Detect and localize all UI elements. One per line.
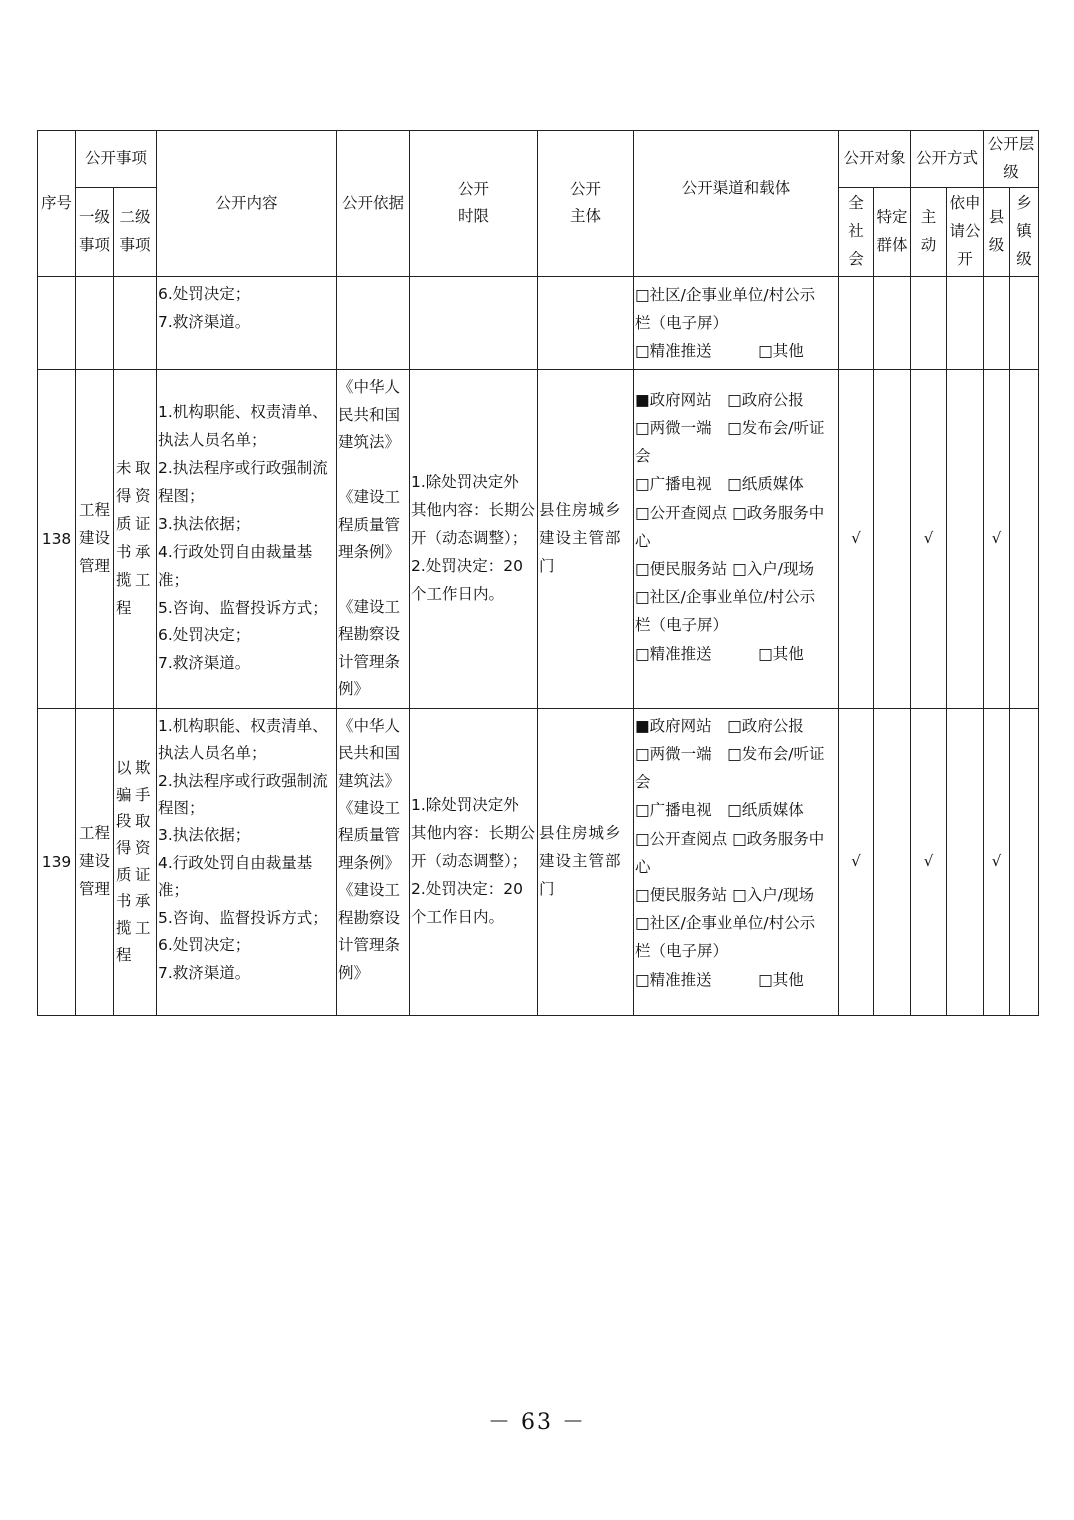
level2-char: 程 — [116, 945, 132, 964]
content-line: 1.机构职能、权责清单、 — [158, 403, 328, 422]
header-level2 — [114, 187, 157, 276]
time-limit-line: 2.处罚决定：20 — [411, 879, 524, 898]
row-level2 — [114, 708, 157, 1015]
level2-char: 得 — [116, 839, 132, 858]
table-row — [38, 369, 1039, 708]
header-channel: 公开渠道和载体 — [634, 131, 839, 277]
content-line: 3.执法依据； — [158, 514, 251, 533]
row-level1-line: 管理 — [78, 556, 110, 575]
level2-char: 承 — [135, 892, 151, 911]
continuation-basis — [337, 276, 410, 369]
header-target-all-line: 社 — [848, 221, 864, 240]
continuation-target-all — [839, 276, 874, 369]
channel-line: □精准推送 □其他 — [635, 342, 804, 361]
level2-char: 工 — [135, 570, 151, 589]
disclosure-table — [37, 130, 1039, 1016]
header-method-active — [911, 187, 947, 276]
channel-line: □两微一端 □发布会/听证 — [635, 744, 825, 763]
header-level1 — [76, 187, 114, 276]
row-basis — [337, 369, 410, 708]
basis-line: 理条例》 — [338, 853, 401, 872]
time-limit-line: 开（动态调整）； — [411, 528, 528, 547]
header-target-specific — [874, 187, 911, 276]
header-level-county-line: 级 — [988, 235, 1005, 254]
channel-line: □广播电视 □纸质媒体 — [635, 475, 804, 494]
basis-line: 民共和国 — [338, 744, 401, 763]
header-level-county-line: 县 — [988, 207, 1005, 226]
row-level2-columns — [115, 455, 155, 622]
content-line: 5.咨询、监督投诉方式； — [158, 598, 328, 617]
channel-line: □广播电视 □纸质媒体 — [635, 801, 804, 820]
content-line: 执法人员名单； — [158, 431, 267, 450]
table-row — [38, 708, 1039, 1015]
basis-line: 民共和国 — [338, 405, 401, 424]
level2-char: 书 — [116, 542, 132, 561]
basis-line: 理条例》 — [338, 542, 401, 561]
subject-line: 县住房城乡 — [539, 500, 622, 519]
row-level2-right — [135, 455, 154, 594]
content-line: 7.救济渠道。 — [158, 312, 251, 331]
row-content — [157, 369, 337, 708]
level2-char: 以 — [116, 759, 132, 778]
row-level-town — [1010, 708, 1039, 1015]
header-level-town-line: 镇 — [1016, 221, 1032, 240]
basis-line: 程质量管 — [338, 826, 401, 845]
continuation-target-specific — [874, 276, 911, 369]
time-limit-line: 其他内容：长期公 — [411, 500, 536, 519]
basis-line: 程质量管 — [338, 515, 401, 534]
basis-line: 《中华人 — [338, 378, 401, 397]
continuation-content — [157, 276, 337, 369]
content-line: 准； — [158, 570, 190, 589]
header-method-apply-line: 请公 — [949, 221, 981, 240]
header-method-apply-line: 开 — [957, 249, 973, 268]
header-target-group: 公开对象 — [839, 131, 911, 188]
header-subject-line: 公开 — [570, 179, 602, 198]
continuation-level-county — [984, 276, 1010, 369]
row-level1-line: 管理 — [78, 879, 110, 898]
header-seq: 序号 — [38, 131, 76, 277]
row-level1-line: 建设 — [78, 528, 110, 547]
channel-line: ■政府网站 □政府公报 — [635, 390, 804, 409]
header-method-group: 公开方式 — [911, 131, 984, 188]
row-level1-line: 工程 — [78, 500, 110, 519]
channel-line: 栏（电子屏） — [635, 942, 729, 961]
header-time-limit-line: 时限 — [458, 207, 490, 226]
header-target-specific-line: 群体 — [876, 235, 908, 254]
row-level2-right — [135, 755, 154, 942]
content-line: 6.处罚决定； — [158, 626, 251, 645]
channel-line: □精准推送 □其他 — [635, 970, 804, 989]
channel-line: 心 — [635, 857, 651, 876]
row-level-town — [1010, 369, 1039, 708]
header-target-all-line: 全 — [848, 193, 864, 212]
subject-line: 建设主管部 — [539, 528, 622, 547]
level2-char: 得 — [116, 487, 132, 505]
header-level-town-line: 级 — [1016, 249, 1032, 268]
header-method-apply — [947, 187, 984, 276]
level2-char: 揽 — [116, 919, 132, 938]
row-basis — [337, 708, 410, 1015]
row-level1-line: 工程 — [78, 823, 110, 842]
level2-char: 质 — [116, 865, 132, 884]
header-time-limit-line: 公开 — [458, 179, 490, 198]
channel-line: 会 — [635, 773, 651, 792]
content-line: 5.咨询、监督投诉方式； — [158, 908, 328, 927]
row-seq: 139 — [38, 708, 76, 1015]
subject-line: 建设主管部 — [539, 851, 622, 870]
header-method-active-line: 动 — [920, 235, 937, 254]
row-target-specific — [874, 369, 911, 708]
content-line: 1.机构职能、权责清单、 — [158, 716, 328, 735]
row-channels — [634, 369, 839, 708]
level2-char: 工 — [135, 919, 151, 938]
content-line: 4.行政处罚自由裁量基 — [158, 542, 313, 561]
basis-line: 程勘察设 — [338, 908, 401, 927]
row-level1-line: 建设 — [78, 851, 110, 870]
row-method-active: √ — [911, 369, 947, 708]
level2-char: 揽 — [116, 570, 132, 589]
level2-char: 手 — [135, 785, 151, 804]
level2-char: 未 — [116, 459, 132, 478]
row-level2-left — [116, 755, 135, 968]
basis-line — [338, 456, 408, 484]
channel-line: □公开查阅点 □政务服务中 — [635, 503, 825, 522]
basis-line: 《中华人 — [338, 716, 401, 735]
header-row-1 — [38, 131, 1039, 188]
channel-line: 栏（电子屏） — [635, 313, 729, 332]
continuation-seq — [38, 276, 76, 369]
row-target-all: √ — [839, 369, 874, 708]
time-limit-line: 个工作日内。 — [411, 584, 505, 603]
time-limit-line: 个工作日内。 — [411, 907, 505, 926]
basis-line: 程勘察设 — [338, 625, 401, 644]
basis-line: 《建设工 — [338, 488, 401, 507]
header-subject-line: 主体 — [570, 207, 602, 226]
header-level-line: 公开层 — [987, 135, 1035, 153]
row-method-apply — [947, 369, 984, 708]
header-level-town — [1010, 187, 1039, 276]
row-level-county: √ — [984, 708, 1010, 1015]
continuation-row — [38, 276, 1039, 369]
header-level1-line: 事项 — [78, 235, 110, 254]
level2-char: 质 — [116, 514, 132, 533]
header-level2-line: 事项 — [119, 235, 151, 254]
continuation-method-active — [911, 276, 947, 369]
header-level2-line: 二级 — [119, 207, 151, 226]
channel-line: 栏（电子屏） — [635, 616, 729, 635]
channel-line: □便民服务站 □入户/现场 — [635, 560, 814, 578]
row-level2-columns — [115, 755, 155, 968]
channel-line: 心 — [635, 531, 651, 550]
row-content — [157, 708, 337, 1015]
basis-line — [338, 566, 408, 594]
level2-char: 书 — [116, 892, 132, 911]
row-seq: 138 — [38, 369, 76, 708]
header-method-active-line: 主 — [920, 207, 937, 226]
header-target-all-line: 会 — [848, 249, 864, 268]
row-channels — [634, 708, 839, 1015]
continuation-method-apply — [947, 276, 984, 369]
basis-line: 建筑法》 — [338, 771, 401, 790]
channel-line: ■政府网站 □政府公报 — [635, 716, 804, 735]
channel-line: □社区/企事业单位/村公示 — [635, 914, 816, 933]
basis-line: 《建设工 — [338, 598, 401, 617]
level2-char: 欺 — [135, 759, 151, 778]
basis-line: 建筑法》 — [338, 432, 401, 451]
row-time-limit — [410, 369, 538, 708]
subject-line: 门 — [539, 879, 555, 898]
content-line: 程图； — [158, 799, 205, 818]
channel-line: □便民服务站 □入户/现场 — [635, 886, 814, 904]
header-time-limit — [410, 131, 538, 277]
continuation-subject — [538, 276, 634, 369]
header-method-apply-line: 依申 — [949, 193, 981, 212]
level2-char: 证 — [135, 514, 151, 533]
content-line: 6.处罚决定； — [158, 284, 251, 303]
row-level1 — [76, 708, 114, 1015]
continuation-level1 — [76, 276, 114, 369]
basis-line: 《建设工 — [338, 881, 401, 900]
basis-line: 例》 — [338, 963, 370, 982]
row-target-specific — [874, 708, 911, 1015]
level2-char: 证 — [135, 865, 151, 884]
row-level2 — [114, 369, 157, 708]
header-matter-group: 公开事项 — [76, 131, 157, 188]
content-line: 7.救济渠道。 — [158, 963, 251, 982]
level2-char: 取 — [135, 812, 151, 831]
continuation-level2 — [114, 276, 157, 369]
level2-char: 程 — [116, 598, 132, 617]
row-subject — [538, 369, 634, 708]
content-line: 执法人员名单； — [158, 744, 267, 763]
continuation-time-limit — [410, 276, 538, 369]
level2-char: 骗 — [116, 785, 132, 804]
row-level-county: √ — [984, 369, 1010, 708]
channel-line: □两微一端 □发布会/听证 — [635, 418, 825, 437]
header-level-group — [984, 131, 1039, 188]
level2-char: 段 — [116, 812, 132, 831]
content-line: 4.行政处罚自由裁量基 — [158, 853, 313, 872]
channel-line: □社区/企事业单位/村公示 — [635, 588, 816, 607]
content-line: 2.执法程序或行政强制流 — [158, 459, 328, 478]
continuation-level-town — [1010, 276, 1039, 369]
subject-line: 县住房城乡 — [539, 823, 622, 842]
header-basis: 公开依据 — [337, 131, 410, 277]
basis-line: 《建设工 — [338, 799, 401, 818]
level2-char: 承 — [135, 542, 151, 561]
time-limit-line: 1.除处罚决定外 — [411, 796, 519, 815]
basis-line: 例》 — [338, 679, 370, 698]
time-limit-line: 1.除处罚决定外 — [411, 473, 519, 492]
level2-char: 资 — [135, 839, 151, 858]
header-subject — [538, 131, 634, 277]
header-level-town-line: 乡 — [1016, 193, 1032, 212]
basis-line: 计管理条 — [338, 936, 401, 955]
row-level2-left — [116, 455, 135, 622]
channel-line: □精准推送 □其他 — [635, 644, 804, 663]
header-level1-line: 一级 — [78, 207, 110, 226]
row-level1 — [76, 369, 114, 708]
content-line: 准； — [158, 881, 190, 900]
level2-char: 资 — [135, 487, 151, 505]
basis-line: 计管理条 — [338, 652, 401, 671]
content-line: 程图； — [158, 487, 205, 505]
content-line: 3.执法依据； — [158, 826, 251, 845]
header-target-specific-line: 特定 — [876, 207, 908, 226]
subject-line: 门 — [539, 556, 555, 575]
page-number: － 63 － — [488, 1410, 586, 1435]
time-limit-line: 开（动态调整）； — [411, 851, 528, 870]
time-limit-line: 2.处罚决定：20 — [411, 556, 524, 575]
row-subject — [538, 708, 634, 1015]
header-level-county — [984, 187, 1010, 276]
header-target-all — [839, 187, 874, 276]
time-limit-line: 其他内容：长期公 — [411, 823, 536, 842]
channel-line: □社区/企事业单位/村公示 — [635, 285, 816, 304]
row-method-active: √ — [911, 708, 947, 1015]
continuation-channels — [634, 276, 839, 369]
channel-line: □公开查阅点 □政务服务中 — [635, 829, 825, 848]
channel-line: 会 — [635, 447, 651, 466]
row-target-all: √ — [839, 708, 874, 1015]
content-line: 6.处罚决定； — [158, 936, 251, 955]
header-content: 公开内容 — [157, 131, 337, 277]
level2-char: 取 — [135, 459, 151, 478]
content-line: 7.救济渠道。 — [158, 654, 251, 673]
header-level-line: 级 — [1003, 162, 1019, 181]
row-method-apply — [947, 708, 984, 1015]
row-time-limit — [410, 708, 538, 1015]
content-line: 2.执法程序或行政强制流 — [158, 771, 328, 790]
